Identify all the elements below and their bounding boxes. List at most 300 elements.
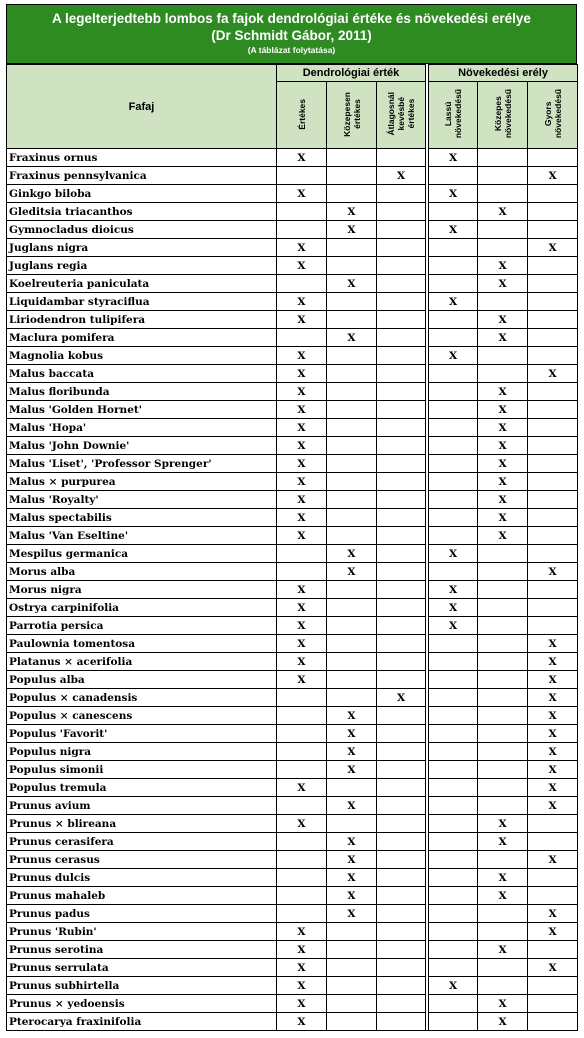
mark-cell: X bbox=[327, 743, 377, 761]
mark-cell bbox=[478, 563, 528, 581]
mark-cell bbox=[528, 149, 578, 167]
mark-cell bbox=[429, 905, 478, 923]
mark-cell bbox=[478, 725, 528, 743]
mark-cell bbox=[429, 491, 478, 509]
table-row bbox=[7, 671, 578, 689]
mark-cell: X bbox=[277, 653, 327, 671]
mark-cell: X bbox=[277, 311, 327, 329]
species-name-cell: Prunus × blireana bbox=[7, 815, 277, 833]
mark-cell bbox=[429, 815, 478, 833]
mark-cell bbox=[478, 779, 528, 797]
species-name-cell: Populus nigra bbox=[7, 743, 277, 761]
mark-cell bbox=[429, 437, 478, 455]
mark-cell: X bbox=[478, 419, 528, 437]
species-name-cell: Malus floribunda bbox=[7, 383, 277, 401]
table-body bbox=[7, 149, 578, 1031]
species-name-cell: Fraxinus ornus bbox=[7, 149, 277, 167]
species-name-cell: Koelreuteria paniculata bbox=[7, 275, 277, 293]
mark-cell bbox=[528, 599, 578, 617]
mark-cell bbox=[429, 401, 478, 419]
mark-cell bbox=[478, 239, 528, 257]
table-row bbox=[7, 527, 578, 545]
mark-cell bbox=[478, 347, 528, 365]
mark-cell bbox=[277, 833, 327, 851]
mark-cell bbox=[327, 509, 377, 527]
mark-cell bbox=[429, 563, 478, 581]
mark-cell: X bbox=[429, 599, 478, 617]
mark-cell bbox=[277, 203, 327, 221]
table-row bbox=[7, 977, 578, 995]
table-row bbox=[7, 653, 578, 671]
mark-cell: X bbox=[327, 329, 377, 347]
species-column-header: Fafaj bbox=[7, 65, 277, 149]
species-name-cell: Fraxinus pennsylvanica bbox=[7, 167, 277, 185]
mark-cell bbox=[377, 149, 426, 167]
mark-cell bbox=[528, 329, 578, 347]
species-name-cell: Prunus dulcis bbox=[7, 869, 277, 887]
mark-cell bbox=[377, 275, 426, 293]
mark-cell bbox=[528, 293, 578, 311]
table-row bbox=[7, 437, 578, 455]
mark-cell bbox=[429, 923, 478, 941]
mark-cell: X bbox=[277, 923, 327, 941]
mark-cell bbox=[277, 851, 327, 869]
table-row bbox=[7, 959, 578, 977]
mark-cell bbox=[377, 509, 426, 527]
mark-cell bbox=[528, 275, 578, 293]
table-row bbox=[7, 761, 578, 779]
mark-cell bbox=[377, 419, 426, 437]
mark-cell bbox=[327, 383, 377, 401]
mark-cell bbox=[528, 977, 578, 995]
mark-cell bbox=[327, 779, 377, 797]
mark-cell: X bbox=[429, 977, 478, 995]
mark-cell: X bbox=[429, 581, 478, 599]
table-container bbox=[6, 4, 577, 1031]
mark-cell bbox=[327, 941, 377, 959]
mark-cell bbox=[327, 311, 377, 329]
mark-cell bbox=[528, 491, 578, 509]
mark-cell bbox=[528, 869, 578, 887]
mark-cell bbox=[327, 653, 377, 671]
mark-cell bbox=[429, 365, 478, 383]
mark-cell bbox=[377, 527, 426, 545]
mark-cell bbox=[478, 923, 528, 941]
species-name-cell: Maclura pomifera bbox=[7, 329, 277, 347]
mark-cell bbox=[327, 671, 377, 689]
mark-cell: X bbox=[478, 509, 528, 527]
mark-cell: X bbox=[277, 527, 327, 545]
mark-cell: X bbox=[377, 167, 426, 185]
mark-cell bbox=[277, 275, 327, 293]
mark-cell: X bbox=[277, 995, 327, 1013]
mark-cell: X bbox=[277, 941, 327, 959]
mark-cell bbox=[377, 653, 426, 671]
table-row bbox=[7, 311, 578, 329]
table-row bbox=[7, 941, 578, 959]
mark-cell: X bbox=[528, 923, 578, 941]
mark-cell: X bbox=[528, 761, 578, 779]
mark-cell bbox=[528, 617, 578, 635]
mark-cell bbox=[528, 833, 578, 851]
mark-cell: X bbox=[277, 347, 327, 365]
mark-cell bbox=[327, 347, 377, 365]
mark-cell bbox=[429, 635, 478, 653]
species-name-cell: Gymnocladus dioicus bbox=[7, 221, 277, 239]
mark-cell bbox=[478, 617, 528, 635]
mark-cell bbox=[377, 779, 426, 797]
mark-cell bbox=[277, 689, 327, 707]
mark-cell: X bbox=[277, 401, 327, 419]
mark-cell bbox=[377, 635, 426, 653]
table-row bbox=[7, 797, 578, 815]
table-row bbox=[7, 563, 578, 581]
mark-cell bbox=[327, 617, 377, 635]
mark-cell bbox=[429, 1013, 478, 1031]
mark-cell bbox=[327, 437, 377, 455]
mark-cell: X bbox=[277, 959, 327, 977]
mark-cell: X bbox=[478, 257, 528, 275]
mark-cell: X bbox=[429, 617, 478, 635]
species-name-cell: Populus alba bbox=[7, 671, 277, 689]
mark-cell bbox=[327, 581, 377, 599]
mark-cell bbox=[429, 203, 478, 221]
mark-cell bbox=[377, 815, 426, 833]
table-row bbox=[7, 725, 578, 743]
mark-cell: X bbox=[478, 887, 528, 905]
mark-cell bbox=[429, 275, 478, 293]
mark-cell bbox=[528, 185, 578, 203]
mark-cell: X bbox=[478, 815, 528, 833]
mark-cell bbox=[377, 869, 426, 887]
mark-cell: X bbox=[528, 851, 578, 869]
mark-cell: X bbox=[429, 545, 478, 563]
mark-cell bbox=[377, 923, 426, 941]
mark-cell bbox=[528, 203, 578, 221]
mark-cell bbox=[478, 599, 528, 617]
mark-cell bbox=[277, 869, 327, 887]
mark-cell bbox=[327, 185, 377, 203]
mark-cell bbox=[429, 239, 478, 257]
subheader-medium-growth: Közepes növekedésű bbox=[478, 82, 528, 149]
page-title: A legelterjedtebb lombos fa fajok dendrológiai értéke és növekedési erélye bbox=[52, 11, 531, 26]
table-row bbox=[7, 635, 578, 653]
species-name-cell: Populus × canescens bbox=[7, 707, 277, 725]
mark-cell: X bbox=[429, 185, 478, 203]
mark-cell: X bbox=[528, 671, 578, 689]
table-row bbox=[7, 491, 578, 509]
mark-cell bbox=[277, 905, 327, 923]
mark-cell bbox=[377, 977, 426, 995]
mark-cell bbox=[429, 455, 478, 473]
table-row bbox=[7, 473, 578, 491]
mark-cell bbox=[478, 293, 528, 311]
mark-cell bbox=[528, 527, 578, 545]
species-name-cell: Morus nigra bbox=[7, 581, 277, 599]
mark-cell: X bbox=[478, 203, 528, 221]
table-row bbox=[7, 275, 578, 293]
mark-cell bbox=[528, 509, 578, 527]
mark-cell bbox=[429, 725, 478, 743]
mark-cell: X bbox=[277, 509, 327, 527]
table-row bbox=[7, 203, 578, 221]
species-name-cell: Malus baccata bbox=[7, 365, 277, 383]
species-name-cell: Prunus serrulata bbox=[7, 959, 277, 977]
mark-cell bbox=[377, 671, 426, 689]
table-row bbox=[7, 545, 578, 563]
mark-cell: X bbox=[277, 491, 327, 509]
mark-cell bbox=[429, 851, 478, 869]
mark-cell: X bbox=[528, 725, 578, 743]
mark-cell bbox=[528, 455, 578, 473]
mark-cell bbox=[429, 311, 478, 329]
mark-cell: X bbox=[327, 833, 377, 851]
mark-cell bbox=[277, 761, 327, 779]
mark-cell: X bbox=[277, 1013, 327, 1031]
mark-cell bbox=[429, 689, 478, 707]
mark-cell bbox=[528, 815, 578, 833]
mark-cell bbox=[327, 167, 377, 185]
species-name-cell: Juglans regia bbox=[7, 257, 277, 275]
mark-cell: X bbox=[429, 221, 478, 239]
mark-cell bbox=[277, 743, 327, 761]
mark-cell bbox=[478, 977, 528, 995]
mark-cell: X bbox=[478, 455, 528, 473]
mark-cell bbox=[528, 581, 578, 599]
table-row bbox=[7, 833, 578, 851]
mark-cell bbox=[429, 761, 478, 779]
subheader-valuable: Értékes bbox=[277, 82, 327, 149]
mark-cell bbox=[429, 941, 478, 959]
mark-cell: X bbox=[528, 905, 578, 923]
mark-cell: X bbox=[429, 347, 478, 365]
species-name-cell: Prunus subhirtella bbox=[7, 977, 277, 995]
species-name-cell: Prunus × yedoensis bbox=[7, 995, 277, 1013]
table-row bbox=[7, 185, 578, 203]
species-name-cell: Prunus cerasifera bbox=[7, 833, 277, 851]
table-row bbox=[7, 851, 578, 869]
mark-cell: X bbox=[478, 491, 528, 509]
mark-cell bbox=[528, 545, 578, 563]
mark-cell bbox=[377, 887, 426, 905]
mark-cell: X bbox=[528, 743, 578, 761]
table-row bbox=[7, 743, 578, 761]
mark-cell: X bbox=[528, 635, 578, 653]
mark-cell: X bbox=[277, 149, 327, 167]
table-row bbox=[7, 383, 578, 401]
table-row bbox=[7, 401, 578, 419]
mark-cell bbox=[327, 923, 377, 941]
mark-cell bbox=[277, 887, 327, 905]
mark-cell bbox=[277, 167, 327, 185]
table-row bbox=[7, 617, 578, 635]
mark-cell bbox=[528, 473, 578, 491]
species-name-cell: Ginkgo biloba bbox=[7, 185, 277, 203]
mark-cell bbox=[327, 815, 377, 833]
species-name-cell: Gleditsia triacanthos bbox=[7, 203, 277, 221]
mark-cell bbox=[429, 707, 478, 725]
mark-cell bbox=[528, 941, 578, 959]
mark-cell bbox=[429, 653, 478, 671]
title-banner bbox=[6, 4, 577, 64]
mark-cell: X bbox=[327, 761, 377, 779]
mark-cell bbox=[377, 797, 426, 815]
mark-cell bbox=[528, 311, 578, 329]
mark-cell bbox=[478, 959, 528, 977]
species-name-cell: Populus 'Favorit' bbox=[7, 725, 277, 743]
species-name-cell: Prunus mahaleb bbox=[7, 887, 277, 905]
mark-cell bbox=[478, 149, 528, 167]
mark-cell: X bbox=[277, 185, 327, 203]
subheader-fast-growth: Gyors növekedésű bbox=[528, 82, 578, 149]
mark-cell: X bbox=[327, 203, 377, 221]
mark-cell bbox=[377, 1013, 426, 1031]
mark-cell: X bbox=[478, 437, 528, 455]
mark-cell bbox=[327, 257, 377, 275]
table-row bbox=[7, 509, 578, 527]
mark-cell bbox=[377, 311, 426, 329]
mark-cell bbox=[377, 437, 426, 455]
mark-cell bbox=[377, 833, 426, 851]
mark-cell bbox=[327, 527, 377, 545]
table-row bbox=[7, 779, 578, 797]
mark-cell: X bbox=[478, 1013, 528, 1031]
mark-cell: X bbox=[277, 617, 327, 635]
mark-cell bbox=[377, 617, 426, 635]
table-row bbox=[7, 905, 578, 923]
subheader-slow-growth: Lassú növekedésű bbox=[429, 82, 478, 149]
mark-cell: X bbox=[528, 653, 578, 671]
mark-cell: X bbox=[528, 365, 578, 383]
species-name-cell: Malus 'Liset', 'Professor Sprenger' bbox=[7, 455, 277, 473]
page-subtitle: (Dr Schmidt Gábor, 2011) bbox=[211, 28, 372, 43]
mark-cell bbox=[377, 761, 426, 779]
mark-cell bbox=[327, 473, 377, 491]
mark-cell bbox=[528, 1013, 578, 1031]
mark-cell bbox=[528, 887, 578, 905]
species-name-cell: Prunus 'Rubin' bbox=[7, 923, 277, 941]
mark-cell bbox=[528, 437, 578, 455]
mark-cell bbox=[377, 455, 426, 473]
mark-cell bbox=[377, 599, 426, 617]
mark-cell bbox=[377, 941, 426, 959]
mark-cell: X bbox=[478, 995, 528, 1013]
table-row bbox=[7, 707, 578, 725]
mark-cell bbox=[429, 509, 478, 527]
species-name-cell: Populus × canadensis bbox=[7, 689, 277, 707]
mark-cell bbox=[377, 365, 426, 383]
mark-cell bbox=[429, 869, 478, 887]
species-name-cell: Liquidambar styraciflua bbox=[7, 293, 277, 311]
species-name-cell: Morus alba bbox=[7, 563, 277, 581]
mark-cell bbox=[528, 383, 578, 401]
mark-cell bbox=[327, 401, 377, 419]
mark-cell bbox=[478, 545, 528, 563]
mark-cell bbox=[478, 689, 528, 707]
mark-cell bbox=[478, 707, 528, 725]
mark-cell bbox=[429, 383, 478, 401]
species-name-cell: Magnolia kobus bbox=[7, 347, 277, 365]
mark-cell bbox=[429, 995, 478, 1013]
mark-cell bbox=[327, 689, 377, 707]
mark-cell bbox=[377, 563, 426, 581]
mark-cell bbox=[377, 473, 426, 491]
continuation-note: (A táblázat folytatása) bbox=[247, 45, 336, 55]
mark-cell bbox=[377, 959, 426, 977]
table-row bbox=[7, 689, 578, 707]
mark-cell bbox=[327, 293, 377, 311]
mark-cell: X bbox=[478, 869, 528, 887]
mark-cell bbox=[277, 563, 327, 581]
mark-cell bbox=[478, 761, 528, 779]
mark-cell: X bbox=[478, 833, 528, 851]
species-name-cell: Prunus cerasus bbox=[7, 851, 277, 869]
mark-cell bbox=[377, 545, 426, 563]
table-row bbox=[7, 887, 578, 905]
mark-cell bbox=[377, 221, 426, 239]
mark-cell: X bbox=[528, 797, 578, 815]
mark-cell: X bbox=[528, 167, 578, 185]
mark-cell bbox=[528, 347, 578, 365]
mark-cell: X bbox=[528, 689, 578, 707]
table-row bbox=[7, 257, 578, 275]
species-name-cell: Prunus avium bbox=[7, 797, 277, 815]
mark-cell: X bbox=[478, 401, 528, 419]
mark-cell: X bbox=[478, 275, 528, 293]
mark-cell: X bbox=[327, 887, 377, 905]
mark-cell bbox=[277, 221, 327, 239]
mark-cell bbox=[478, 167, 528, 185]
mark-cell bbox=[429, 887, 478, 905]
mark-cell: X bbox=[277, 455, 327, 473]
table-row bbox=[7, 221, 578, 239]
mark-cell: X bbox=[327, 707, 377, 725]
mark-cell bbox=[327, 599, 377, 617]
mark-cell: X bbox=[327, 869, 377, 887]
mark-cell: X bbox=[277, 779, 327, 797]
mark-cell: X bbox=[277, 635, 327, 653]
species-name-cell: Juglans nigra bbox=[7, 239, 277, 257]
mark-cell: X bbox=[429, 149, 478, 167]
mark-cell bbox=[478, 851, 528, 869]
species-name-cell: Parrotia persica bbox=[7, 617, 277, 635]
mark-cell bbox=[377, 185, 426, 203]
mark-cell bbox=[327, 455, 377, 473]
mark-cell bbox=[327, 635, 377, 653]
species-name-cell: Populus tremula bbox=[7, 779, 277, 797]
species-name-cell: Ostrya carpinifolia bbox=[7, 599, 277, 617]
species-table bbox=[6, 64, 578, 1031]
species-name-cell: Populus simonii bbox=[7, 761, 277, 779]
mark-cell: X bbox=[327, 563, 377, 581]
mark-cell bbox=[377, 995, 426, 1013]
mark-cell: X bbox=[327, 221, 377, 239]
species-name-cell: Platanus × acerifolia bbox=[7, 653, 277, 671]
mark-cell: X bbox=[277, 473, 327, 491]
mark-cell bbox=[528, 221, 578, 239]
mark-cell bbox=[478, 185, 528, 203]
species-name-cell: Malus 'John Downie' bbox=[7, 437, 277, 455]
mark-cell: X bbox=[528, 563, 578, 581]
mark-cell bbox=[327, 959, 377, 977]
mark-cell bbox=[478, 653, 528, 671]
table-row bbox=[7, 599, 578, 617]
mark-cell bbox=[377, 725, 426, 743]
table-row bbox=[7, 293, 578, 311]
table-row bbox=[7, 167, 578, 185]
mark-cell: X bbox=[528, 779, 578, 797]
mark-cell: X bbox=[327, 797, 377, 815]
